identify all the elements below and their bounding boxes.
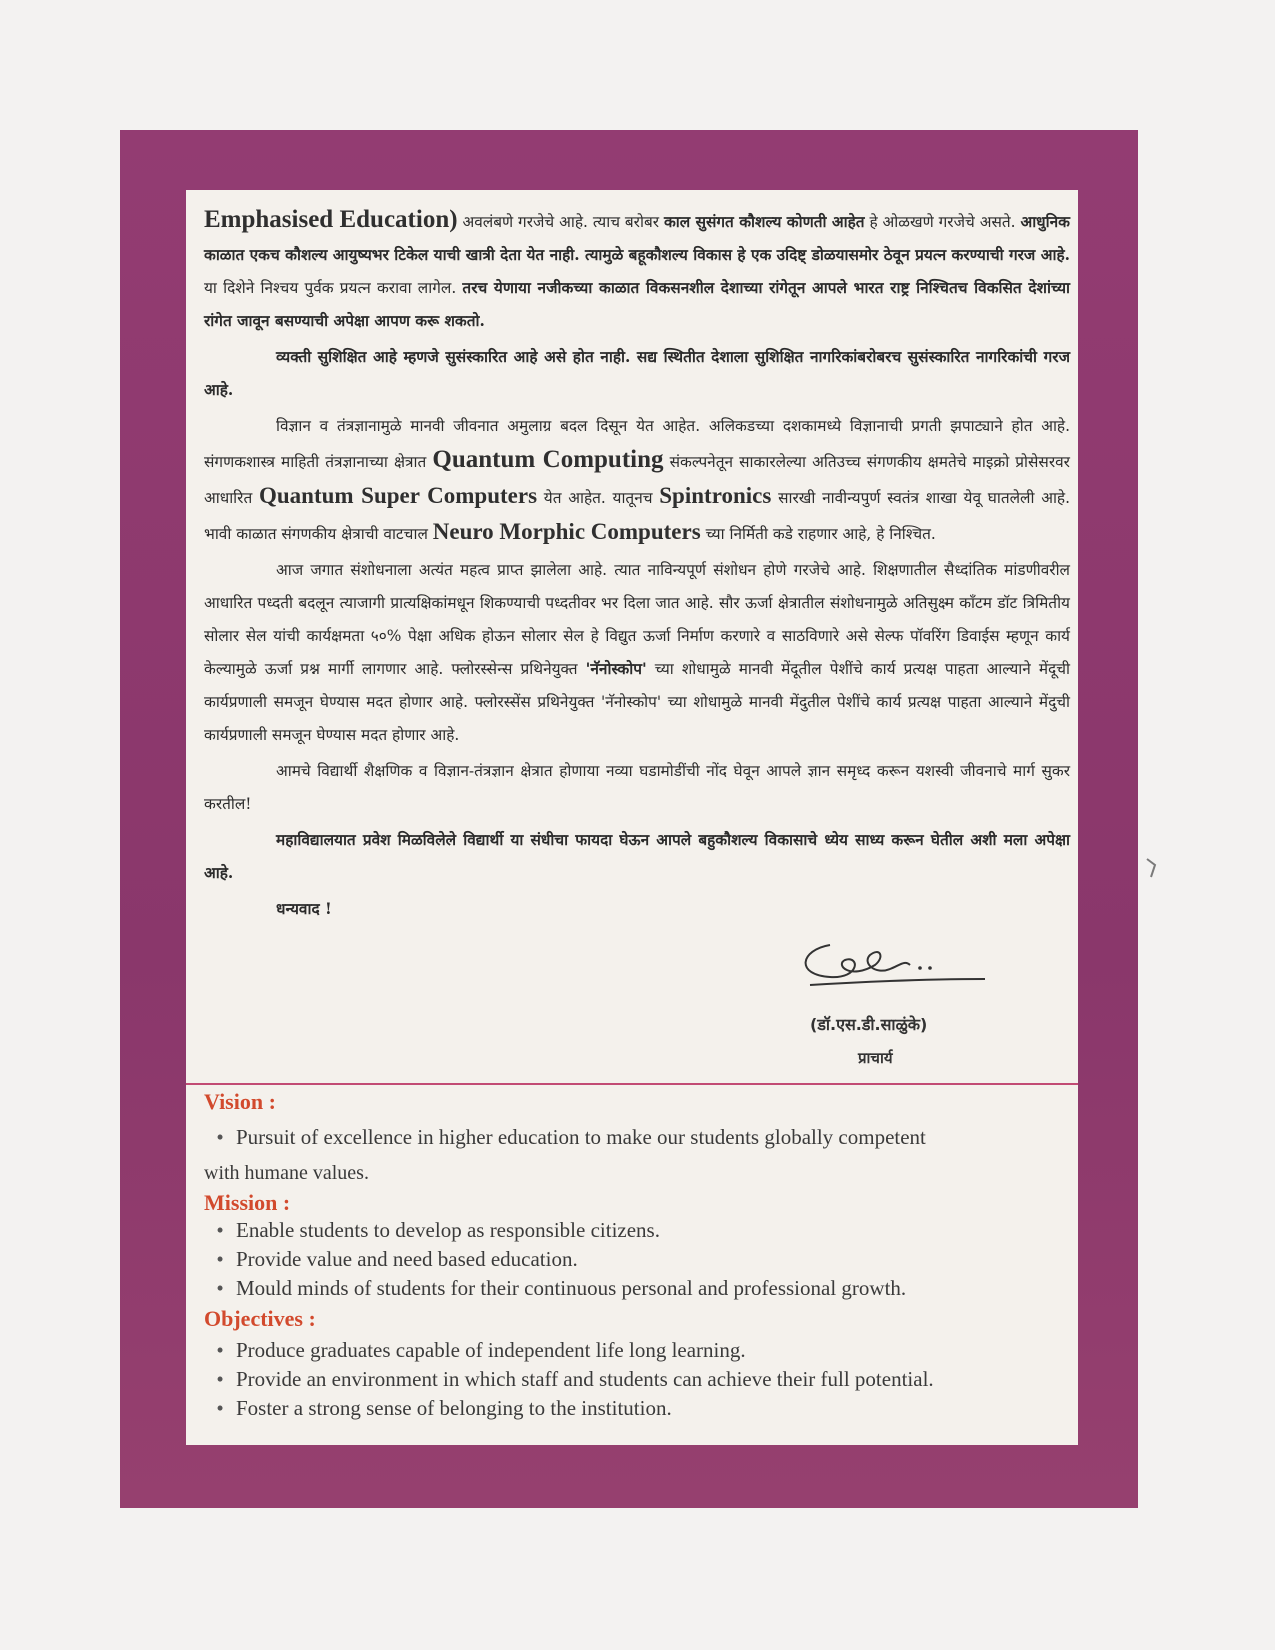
paragraph-3: विज्ञान व तंत्रज्ञानामुळे मानवी जीवनात अमुलाग्र बदल दिसून येत आहेत. अलिकडच्या दशकामध्ये विज्ञानाची प्रगती झपाट्याने होत आहे. संगणकशास्त्र माहिती तंत्रज्ञानाच्या क्षेत्रात Quantum Computing संकल्पनेतून साकारलेल्या अतिउच्च संगणकीय क्षमतेचे माइक्रो प्रोसेसरवर आधारित Quantum Super Computers येत आहेत. यातूनच Spintronics सारखी नावीन्यपुर्ण स्वतंत्र शाखा येवू घातलेली आहे. भावी काळात संगणकीय क्षेत्राची वाटचाल Neuro Morphic Computers च्या निर्मिती कडे राहणार आहे, हे निश्चित. <box>204 417 1070 544</box>
objective-item: • Produce graduates capable of independent life long learning. <box>204 1336 1070 1365</box>
vision-heading: Vision : <box>204 1089 276 1114</box>
bullet-icon: • <box>216 1247 224 1271</box>
paragraph-5: आमचे विद्यार्थी शैक्षणिक व विज्ञान-तंत्रज्ञान क्षेत्रात होणाया नव्या घडामोडींची नोंद घेवून आपले ज्ञान समृध्द करून यशस्वी जीवनाचे मार्ग सुकर करतील! <box>204 762 1070 813</box>
signatory-designation: प्राचार्य <box>858 1049 893 1067</box>
bullet-icon: • <box>216 1276 224 1300</box>
objectives-section <box>204 1306 1070 1423</box>
margin-scuff-mark <box>1145 857 1157 879</box>
section-divider <box>186 1083 1078 1085</box>
paragraph-6: महाविद्यालयात प्रवेश मिळविलेले विद्यार्थी या संधीचा फायदा घेऊन आपले बहुकौशल्य विकासाचे ध्येय साध्य करून घेतील अशी मला अपेक्षा आहे. <box>204 831 1070 882</box>
bullet-icon: • <box>216 1338 224 1362</box>
objective-item: • Provide an environment in which staff and students can achieve their full potential. <box>204 1365 1070 1394</box>
mission-section <box>204 1190 1070 1303</box>
paragraph-1: Emphasised Education) अवलंबणे गरजेचे आहे. त्याच बरोबर काल सुसंगत कौशल्य कोणती आहेत हे ओळखणे गरजेचे असते. आधुनिक काळात एकच कौशल्य आयुष्यभर टिकेल याची खात्री देता येत नाही. त्यामुळे बहूकौशल्य विकास हे एक उदिष्ट् डोळयासमोर ठेवून प्रयत्न करण्याची गरज आहे. या दिशेने निश्चय पुर्वक प्रयत्न करावा लागेल. तरच येणाया नजीकच्या काळात विकसनशील देशाच्या रांगेतून आपले भारत राष्ट्र निश्चितच विकसित देशांच्या रांगेत जावून बसण्याची अपेक्षा आपण करू शकतो. <box>204 206 1070 330</box>
objectives-heading: Objectives : <box>204 1306 316 1331</box>
signature-block <box>780 935 1070 1075</box>
handwritten-signature <box>790 935 990 1005</box>
objective-item: • Foster a strong sense of belonging to the institution. <box>204 1394 1070 1423</box>
bullet-icon: • <box>216 1367 224 1391</box>
english-term: Emphasised Education) <box>204 206 458 233</box>
mission-item: • Provide value and need based education. <box>204 1245 1070 1274</box>
signatory-name: (डॉ.एस.डी.साळुंके) <box>810 1015 928 1034</box>
bullet-icon: • <box>216 1125 224 1149</box>
bullet-icon: • <box>216 1218 224 1242</box>
vision-section <box>204 1089 1070 1187</box>
mission-item: • Mould minds of students for their continuous personal and professional growth. <box>204 1274 1070 1303</box>
closing-thanks: धन्यवाद ! <box>276 900 332 918</box>
vision-item-continued: with humane values. <box>204 1162 369 1184</box>
bullet-icon: • <box>216 1396 224 1420</box>
paragraph-2: व्यक्ती सुशिक्षित आहे म्हणजे सुसंस्कारित आहे असे होत नाही. सद्य स्थितीत देशाला सुशिक्षित नागरिकांबरोबरच सुसंस्कारित नागरिकांची गरज आहे. <box>204 348 1070 399</box>
mission-heading: Mission : <box>204 1190 291 1215</box>
vision-item: • Pursuit of excellence in higher education to make our students globally competent <box>204 1123 1070 1152</box>
paragraph-4: आज जगात संशोधनाला अत्यंत महत्व प्राप्त झालेला आहे. त्यात नाविन्यपूर्ण संशोधन होणे गरजेचे आहे. शिक्षणातील सैध्दांतिक मांडणीवरील आधारित पध्दती बदलून त्याजागी प्रात्यक्षिकांमधून शिकण्याची पध्दतीवर भर दिला जात आहे. सौर ऊर्जा क्षेत्रातील संशोधनामुळे अतिसुक्ष्म कॉंटम डॉट त्रिमितीय सोलार सेल यांची कार्यक्षमता ५०% पेक्षा अधिक होऊन सोलार सेल हे विद्युत ऊर्जा निर्माण करणारे व साठविणारे असे सेल्फ पॉवरिंग डिवाईस म्हणून कार्य केल्यामुळे ऊर्जा प्रश्न मार्गी लागणार आहे. फ्लोरस्सेन्स प्रथिनेयुक्त 'नॅनोस्कोप' च्या शोधामुळे मानवी मेंदूतील पेशींचे कार्य प्रत्यक्ष पाहता आल्याने मेंदूची कार्यप्रणाली समजून घेण्यास मदत होणार आहे. फ्लोरस्सेंस प्रथिनेयुक्त 'नॅनोस्कोप' च्या शोधामुळे मानवी मेंदुतील पेशींचे कार्य प्रत्यक्ष पाहता आल्याने मेंदुची कार्यप्रणाली समजून घेण्यास मदत होणार आहे. <box>204 561 1070 744</box>
principal-letter <box>204 203 1070 926</box>
mission-item: • Enable students to develop as responsible citizens. <box>204 1216 1070 1245</box>
